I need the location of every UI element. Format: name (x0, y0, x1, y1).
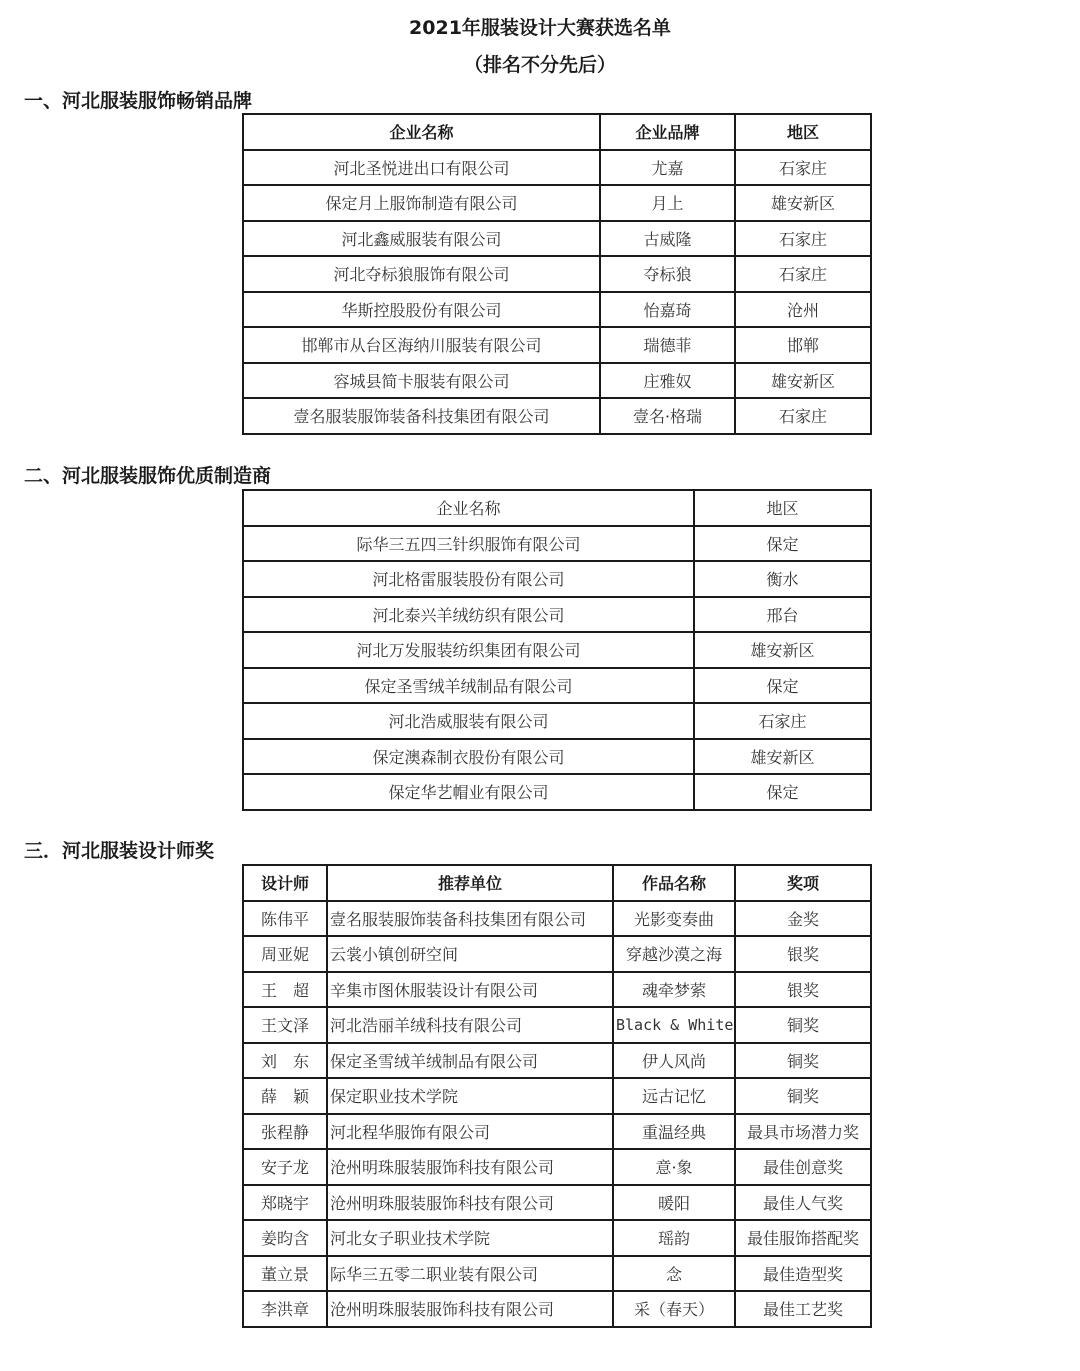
brand-cell: 古威隆 (600, 221, 735, 257)
section3-table (242, 864, 872, 1328)
section2-table (242, 489, 872, 811)
unit-cell: 河北程华服饰有限公司 (327, 1114, 613, 1150)
unit-cell: 云裳小镇创研空间 (327, 936, 613, 972)
table-row (243, 526, 871, 562)
region-cell: 石家庄 (735, 150, 871, 186)
region-cell: 邯郸 (735, 327, 871, 363)
company-cell: 保定华艺帽业有限公司 (243, 774, 694, 810)
brand-cell: 怡嘉琦 (600, 292, 735, 328)
table-row (243, 972, 871, 1008)
work-cell: 远古记忆 (613, 1078, 735, 1114)
table-header-row (243, 490, 871, 526)
work-cell: 瑶韵 (613, 1220, 735, 1256)
region-cell: 石家庄 (694, 703, 871, 739)
table-row (243, 1291, 871, 1327)
company-cell: 际华三五四三针织服饰有限公司 (243, 526, 694, 562)
award-cell: 铜奖 (735, 1043, 871, 1079)
region-cell: 雄安新区 (735, 363, 871, 399)
column-header: 奖项 (735, 865, 871, 901)
region-cell: 保定 (694, 526, 871, 562)
designer-cell: 张程静 (243, 1114, 327, 1150)
column-header: 推荐单位 (327, 865, 613, 901)
designer-cell: 郑晓宇 (243, 1185, 327, 1221)
region-cell: 邢台 (694, 597, 871, 633)
unit-cell: 河北女子职业技术学院 (327, 1220, 613, 1256)
work-cell: Black & White (613, 1007, 735, 1043)
company-cell: 容城县简卡服装有限公司 (243, 363, 600, 399)
company-cell: 邯郸市从台区海纳川服装有限公司 (243, 327, 600, 363)
award-cell: 最佳人气奖 (735, 1185, 871, 1221)
unit-cell: 沧州明珠服装服饰科技有限公司 (327, 1149, 613, 1185)
column-header: 地区 (694, 490, 871, 526)
award-cell: 最具市场潜力奖 (735, 1114, 871, 1150)
unit-cell: 河北浩丽羊绒科技有限公司 (327, 1007, 613, 1043)
company-cell: 河北圣悦进出口有限公司 (243, 150, 600, 186)
work-cell: 光影变奏曲 (613, 901, 735, 937)
company-cell: 保定月上服饰制造有限公司 (243, 185, 600, 221)
unit-cell: 际华三五零二职业装有限公司 (327, 1256, 613, 1292)
region-cell: 保定 (694, 668, 871, 704)
designer-cell: 周亚妮 (243, 936, 327, 972)
work-cell: 重温经典 (613, 1114, 735, 1150)
brand-cell: 壹名·格瑞 (600, 398, 735, 434)
region-cell: 雄安新区 (694, 632, 871, 668)
region-cell: 沧州 (735, 292, 871, 328)
document-title: 2021年服装设计大赛获选名单 (409, 17, 671, 39)
table-row (243, 1185, 871, 1221)
work-cell: 穿越沙漠之海 (613, 936, 735, 972)
region-cell: 石家庄 (735, 221, 871, 257)
unit-cell: 沧州明珠服装服饰科技有限公司 (327, 1185, 613, 1221)
brand-cell: 尤嘉 (600, 150, 735, 186)
brand-cell: 月上 (600, 185, 735, 221)
column-header: 企业名称 (243, 490, 694, 526)
company-cell: 河北夺标狼服饰有限公司 (243, 256, 600, 292)
brand-cell: 夺标狼 (600, 256, 735, 292)
section2-heading: 二、河北服装服饰优质制造商 (24, 465, 272, 487)
column-header: 作品名称 (613, 865, 735, 901)
table-row (243, 1149, 871, 1185)
unit-cell: 壹名服装服饰装备科技集团有限公司 (327, 901, 613, 937)
brand-cell: 瑞德菲 (600, 327, 735, 363)
designer-cell: 陈伟平 (243, 901, 327, 937)
table-row (243, 150, 871, 186)
award-cell: 最佳工艺奖 (735, 1291, 871, 1327)
region-cell: 衡水 (694, 561, 871, 597)
designer-cell: 李洪章 (243, 1291, 327, 1327)
company-cell: 保定圣雪绒羊绒制品有限公司 (243, 668, 694, 704)
table-row (243, 703, 871, 739)
designer-cell: 刘 东 (243, 1043, 327, 1079)
company-cell: 河北浩威服装有限公司 (243, 703, 694, 739)
table-row (243, 632, 871, 668)
section1-heading: 一、河北服装服饰畅销品牌 (24, 90, 253, 112)
section3-heading: 三．河北服装设计师奖 (24, 840, 215, 862)
table-header-row (243, 114, 871, 150)
designer-cell: 薛 颖 (243, 1078, 327, 1114)
table-row (243, 1078, 871, 1114)
award-cell: 银奖 (735, 936, 871, 972)
designer-cell: 王文泽 (243, 1007, 327, 1043)
table-row (243, 936, 871, 972)
work-cell: 魂牵梦萦 (613, 972, 735, 1008)
award-cell: 最佳服饰搭配奖 (735, 1220, 871, 1256)
table-row (243, 221, 871, 257)
table-row (243, 1043, 871, 1079)
region-cell: 保定 (694, 774, 871, 810)
column-header: 企业品牌 (600, 114, 735, 150)
document-subtitle: （排名不分先后） (463, 54, 616, 76)
table-row (243, 1256, 871, 1292)
table-row (243, 1007, 871, 1043)
award-cell: 最佳创意奖 (735, 1149, 871, 1185)
award-cell: 银奖 (735, 972, 871, 1008)
table-row (243, 1114, 871, 1150)
table-row (243, 668, 871, 704)
region-cell: 雄安新区 (694, 739, 871, 775)
work-cell: 采（春天） (613, 1291, 735, 1327)
unit-cell: 保定圣雪绒羊绒制品有限公司 (327, 1043, 613, 1079)
brand-cell: 庄雅奴 (600, 363, 735, 399)
company-cell: 河北格雷服装股份有限公司 (243, 561, 694, 597)
table-header-row (243, 865, 871, 901)
column-header: 设计师 (243, 865, 327, 901)
work-cell: 伊人风尚 (613, 1043, 735, 1079)
company-cell: 河北万发服装纺织集团有限公司 (243, 632, 694, 668)
award-cell: 金奖 (735, 901, 871, 937)
table-row (243, 774, 871, 810)
award-cell: 最佳造型奖 (735, 1256, 871, 1292)
company-cell: 河北鑫威服装有限公司 (243, 221, 600, 257)
designer-cell: 董立景 (243, 1256, 327, 1292)
table-row (243, 292, 871, 328)
designer-cell: 安子龙 (243, 1149, 327, 1185)
award-cell: 铜奖 (735, 1007, 871, 1043)
work-cell: 念 (613, 1256, 735, 1292)
table-row (243, 185, 871, 221)
column-header: 地区 (735, 114, 871, 150)
award-cell: 铜奖 (735, 1078, 871, 1114)
table-row (243, 398, 871, 434)
company-cell: 壹名服装服饰装备科技集团有限公司 (243, 398, 600, 434)
company-cell: 保定澳森制衣股份有限公司 (243, 739, 694, 775)
table-row (243, 901, 871, 937)
table-row (243, 597, 871, 633)
region-cell: 石家庄 (735, 398, 871, 434)
region-cell: 雄安新区 (735, 185, 871, 221)
work-cell: 暖阳 (613, 1185, 735, 1221)
region-cell: 石家庄 (735, 256, 871, 292)
unit-cell: 辛集市图休服装设计有限公司 (327, 972, 613, 1008)
work-cell: 意·象 (613, 1149, 735, 1185)
designer-cell: 姜昀含 (243, 1220, 327, 1256)
unit-cell: 沧州明珠服装服饰科技有限公司 (327, 1291, 613, 1327)
table-row (243, 256, 871, 292)
table-row (243, 561, 871, 597)
company-cell: 河北泰兴羊绒纺织有限公司 (243, 597, 694, 633)
company-cell: 华斯控股股份有限公司 (243, 292, 600, 328)
unit-cell: 保定职业技术学院 (327, 1078, 613, 1114)
table-row (243, 739, 871, 775)
table-row (243, 1220, 871, 1256)
designer-cell: 王 超 (243, 972, 327, 1008)
table-row (243, 363, 871, 399)
table-row (243, 327, 871, 363)
section1-table (242, 113, 872, 435)
column-header: 企业名称 (243, 114, 600, 150)
